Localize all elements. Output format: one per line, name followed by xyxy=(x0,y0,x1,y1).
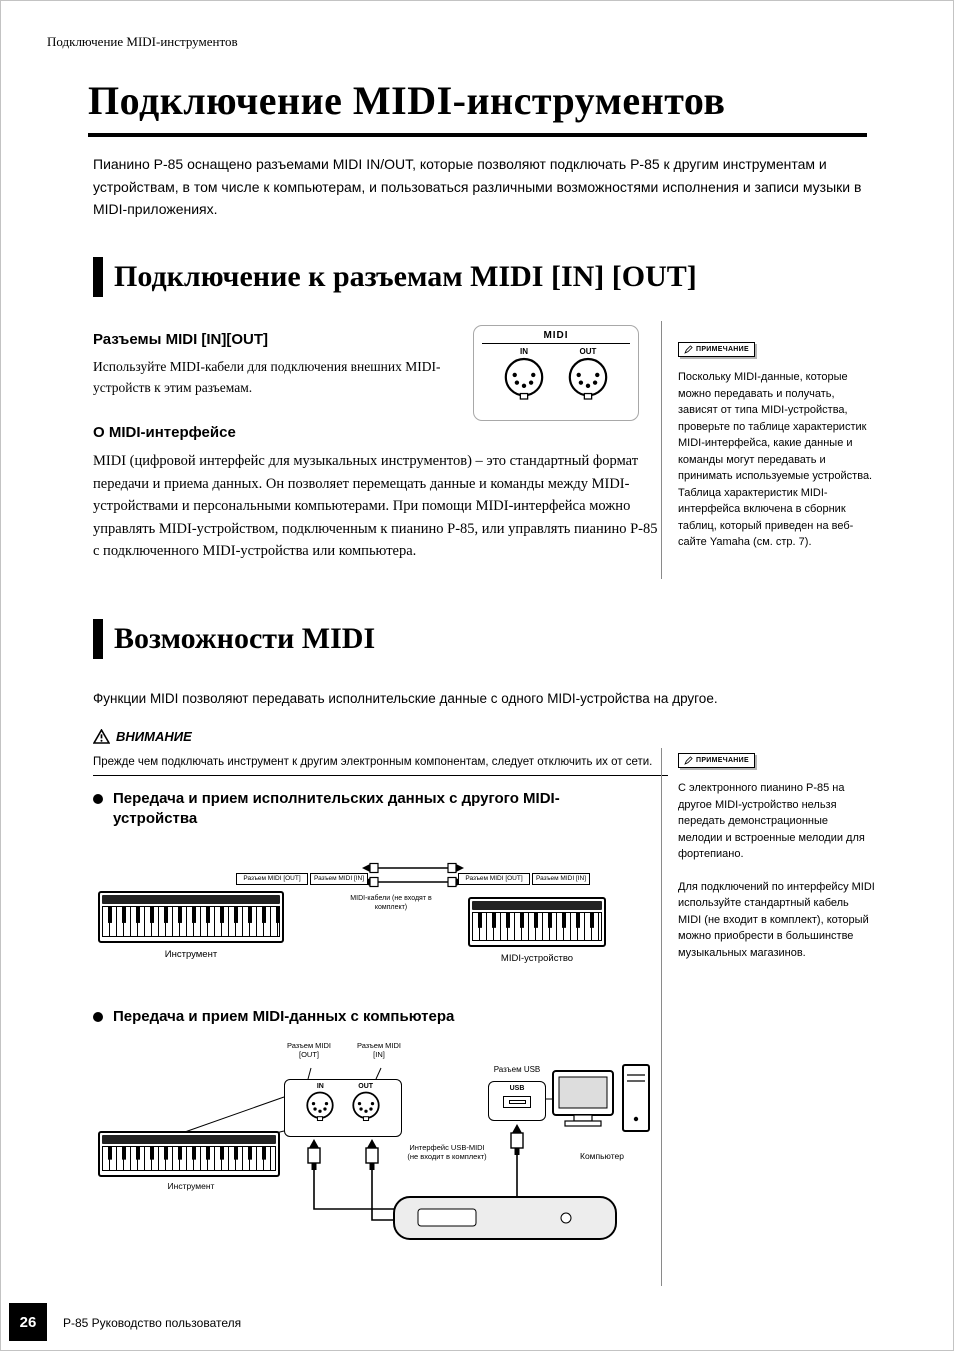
midi-out-label: OUT xyxy=(579,347,597,356)
midi-jacks-body: Используйте MIDI-кабели для подключения внешних MIDI-устройств к этим разъемам. xyxy=(93,359,441,395)
keyboard-keys xyxy=(472,912,602,941)
usb-label: USB xyxy=(509,1085,525,1092)
warning-title: ВНИМАНИЕ xyxy=(116,729,192,744)
warning-header xyxy=(93,729,192,744)
usb-port-icon xyxy=(503,1096,531,1108)
note-badge xyxy=(678,753,755,768)
page-number: 26 xyxy=(9,1303,47,1341)
midi-in-connector-icon xyxy=(306,1091,334,1122)
note-midi-transfer xyxy=(678,752,875,961)
subheading-about-midi: О MIDI-интерфейсе xyxy=(93,424,236,441)
pencil-icon xyxy=(684,756,693,765)
midi-out-connector-icon xyxy=(352,1091,380,1122)
midi-out-label: OUT xyxy=(358,1083,374,1090)
subheading-midi-jacks: Разъемы MIDI [IN][OUT] xyxy=(93,331,269,348)
label-midi-in-jack: Разъем MIDI [IN] xyxy=(356,1041,402,1060)
midi-device-illustration xyxy=(468,897,606,947)
caption-instrument: Инструмент xyxy=(167,1181,215,1191)
footer-text: P-85 Руководство пользователя xyxy=(63,1316,242,1330)
label-midi-in-right: Разъем MIDI [IN] xyxy=(532,873,590,885)
keyboard-keys xyxy=(102,1146,276,1171)
keyboard-control-panel xyxy=(472,901,602,910)
caption-computer: Компьютер xyxy=(580,1151,624,1161)
note-text: Поскольку MIDI-данные, которые можно передавать и получать, зависят от типа MIDI-устройства, проверьте по таблице характеристик MIDI-интерфейса, какие данные и команды могут передавать и принимать используемые устройства. Таблица характеристик MIDI-интерфейса включена в сборник таблиц, который приведен на веб-сайте Yamaha (см. стр. 7). xyxy=(678,371,873,548)
bullet-heading-transfer-device xyxy=(93,789,598,830)
running-header: Подключение MIDI-инструментов xyxy=(47,34,238,49)
midi-out-port xyxy=(352,1083,380,1122)
diagram-computer-connection xyxy=(96,1039,656,1251)
section-heading-midi-io xyxy=(93,257,697,297)
instrument-keyboard-illustration xyxy=(98,891,284,943)
bullet-icon xyxy=(93,1012,103,1022)
midi-in-label: IN xyxy=(520,347,528,356)
note-midi-data xyxy=(678,341,875,551)
section-heading-midi-features xyxy=(93,619,375,659)
diagram-midi-device xyxy=(96,851,648,971)
section-title: Подключение к разъемам MIDI [IN] [OUT] xyxy=(114,260,697,293)
warning-icon xyxy=(93,729,110,744)
midi-in-port xyxy=(306,1083,334,1122)
page-title: Подключение MIDI-инструментов xyxy=(88,78,726,123)
keyboard-control-panel xyxy=(102,895,280,904)
label-usb-jack: Разъем USB xyxy=(493,1065,541,1074)
label-midi-out-jack: Разъем MIDI [OUT] xyxy=(286,1041,332,1060)
note-text: Для подключений по интерфейсу MIDI используйте стандартный кабель MIDI (не входит в комплект), который можно приобрести в большинстве музыкальных магазинов. xyxy=(678,880,875,959)
note-badge-label: ПРИМЕЧАНИЕ xyxy=(696,757,749,764)
keyboard-control-panel xyxy=(102,1135,276,1144)
bullet-heading-text: Передача и прием исполнительских данных с другого MIDI-устройства xyxy=(113,790,560,828)
section-bar xyxy=(93,619,103,659)
bullet-heading-transfer-computer xyxy=(93,1007,653,1027)
midi-io-panel-small xyxy=(284,1079,402,1137)
caption-midi-device: MIDI-устройство xyxy=(500,953,574,964)
section-bar xyxy=(93,257,103,297)
label-midi-cables: MIDI-кабели (не входят в комплект) xyxy=(350,895,432,911)
title-rule xyxy=(88,133,867,137)
instrument-keyboard-illustration xyxy=(98,1131,280,1177)
note-text: С электронного пианино P-85 на другое MIDI-устройство нельзя передать демонстрационные мелодии и встроенные мелодии для фортепиано. xyxy=(678,782,865,860)
midi-in-port xyxy=(504,347,544,401)
about-midi-body: MIDI (цифровой интерфейс для музыкальных инструментов) – это стандартный формат передачи и приема данных. Он позволяет перемещать данные и команды между MIDI-устройствами и персональными компьютерами. При помощи MIDI-интерфейса можно управлять MIDI-устройством, подключенным к пианино P-85, или управлять пианино P-85 с подключенного MIDI-устройства или компьютера. xyxy=(93,453,658,560)
midi-features-intro: Функции MIDI позволяют передавать исполнительские данные с одного MIDI-устройства на другое. xyxy=(93,691,718,706)
column-divider xyxy=(661,748,662,1286)
midi-panel-label: MIDI xyxy=(543,330,569,341)
midi-in-connector-icon xyxy=(504,357,544,401)
section-title: Возможности MIDI xyxy=(114,622,376,655)
midi-panel-rule xyxy=(482,343,630,344)
note-badge xyxy=(678,342,755,357)
midi-in-label: IN xyxy=(316,1083,324,1090)
column-divider xyxy=(661,321,662,579)
bullet-heading-text: Передача и прием MIDI-данных с компьютера xyxy=(113,1008,455,1025)
label-usb-midi-interface: Интерфейс USB-MIDI (не входит в комплект) xyxy=(407,1143,487,1162)
midi-out-connector-icon xyxy=(568,357,608,401)
intro-paragraph: Пианино P-85 оснащено разъемами MIDI IN/OUT, которые позволяют подключать P-85 к другим инструментам и устройствам, в том числе к компьютерам, и пользоваться различными возможностями исполнения и записи музыки в MIDI-приложениях. xyxy=(93,156,862,218)
computer-icon xyxy=(551,1063,653,1145)
keyboard-keys xyxy=(102,906,280,937)
label-midi-out-left: Разъем MIDI [OUT] xyxy=(236,873,308,885)
midi-io-panel xyxy=(473,325,639,421)
note-badge-label: ПРИМЕЧАНИЕ xyxy=(696,346,749,353)
label-midi-in-left: Разъем MIDI [IN] xyxy=(310,873,368,885)
label-midi-out-right: Разъем MIDI [OUT] xyxy=(458,873,530,885)
pencil-icon xyxy=(684,345,693,354)
bullet-icon xyxy=(93,794,103,804)
warning-text: Прежде чем подключать инструмент к другим электронным компонентам, следует отключить их от сети. xyxy=(93,756,653,768)
midi-out-port xyxy=(568,347,608,401)
usb-port-panel xyxy=(488,1081,546,1121)
caption-instrument: Инструмент xyxy=(164,949,218,960)
warning-rule xyxy=(93,775,668,776)
